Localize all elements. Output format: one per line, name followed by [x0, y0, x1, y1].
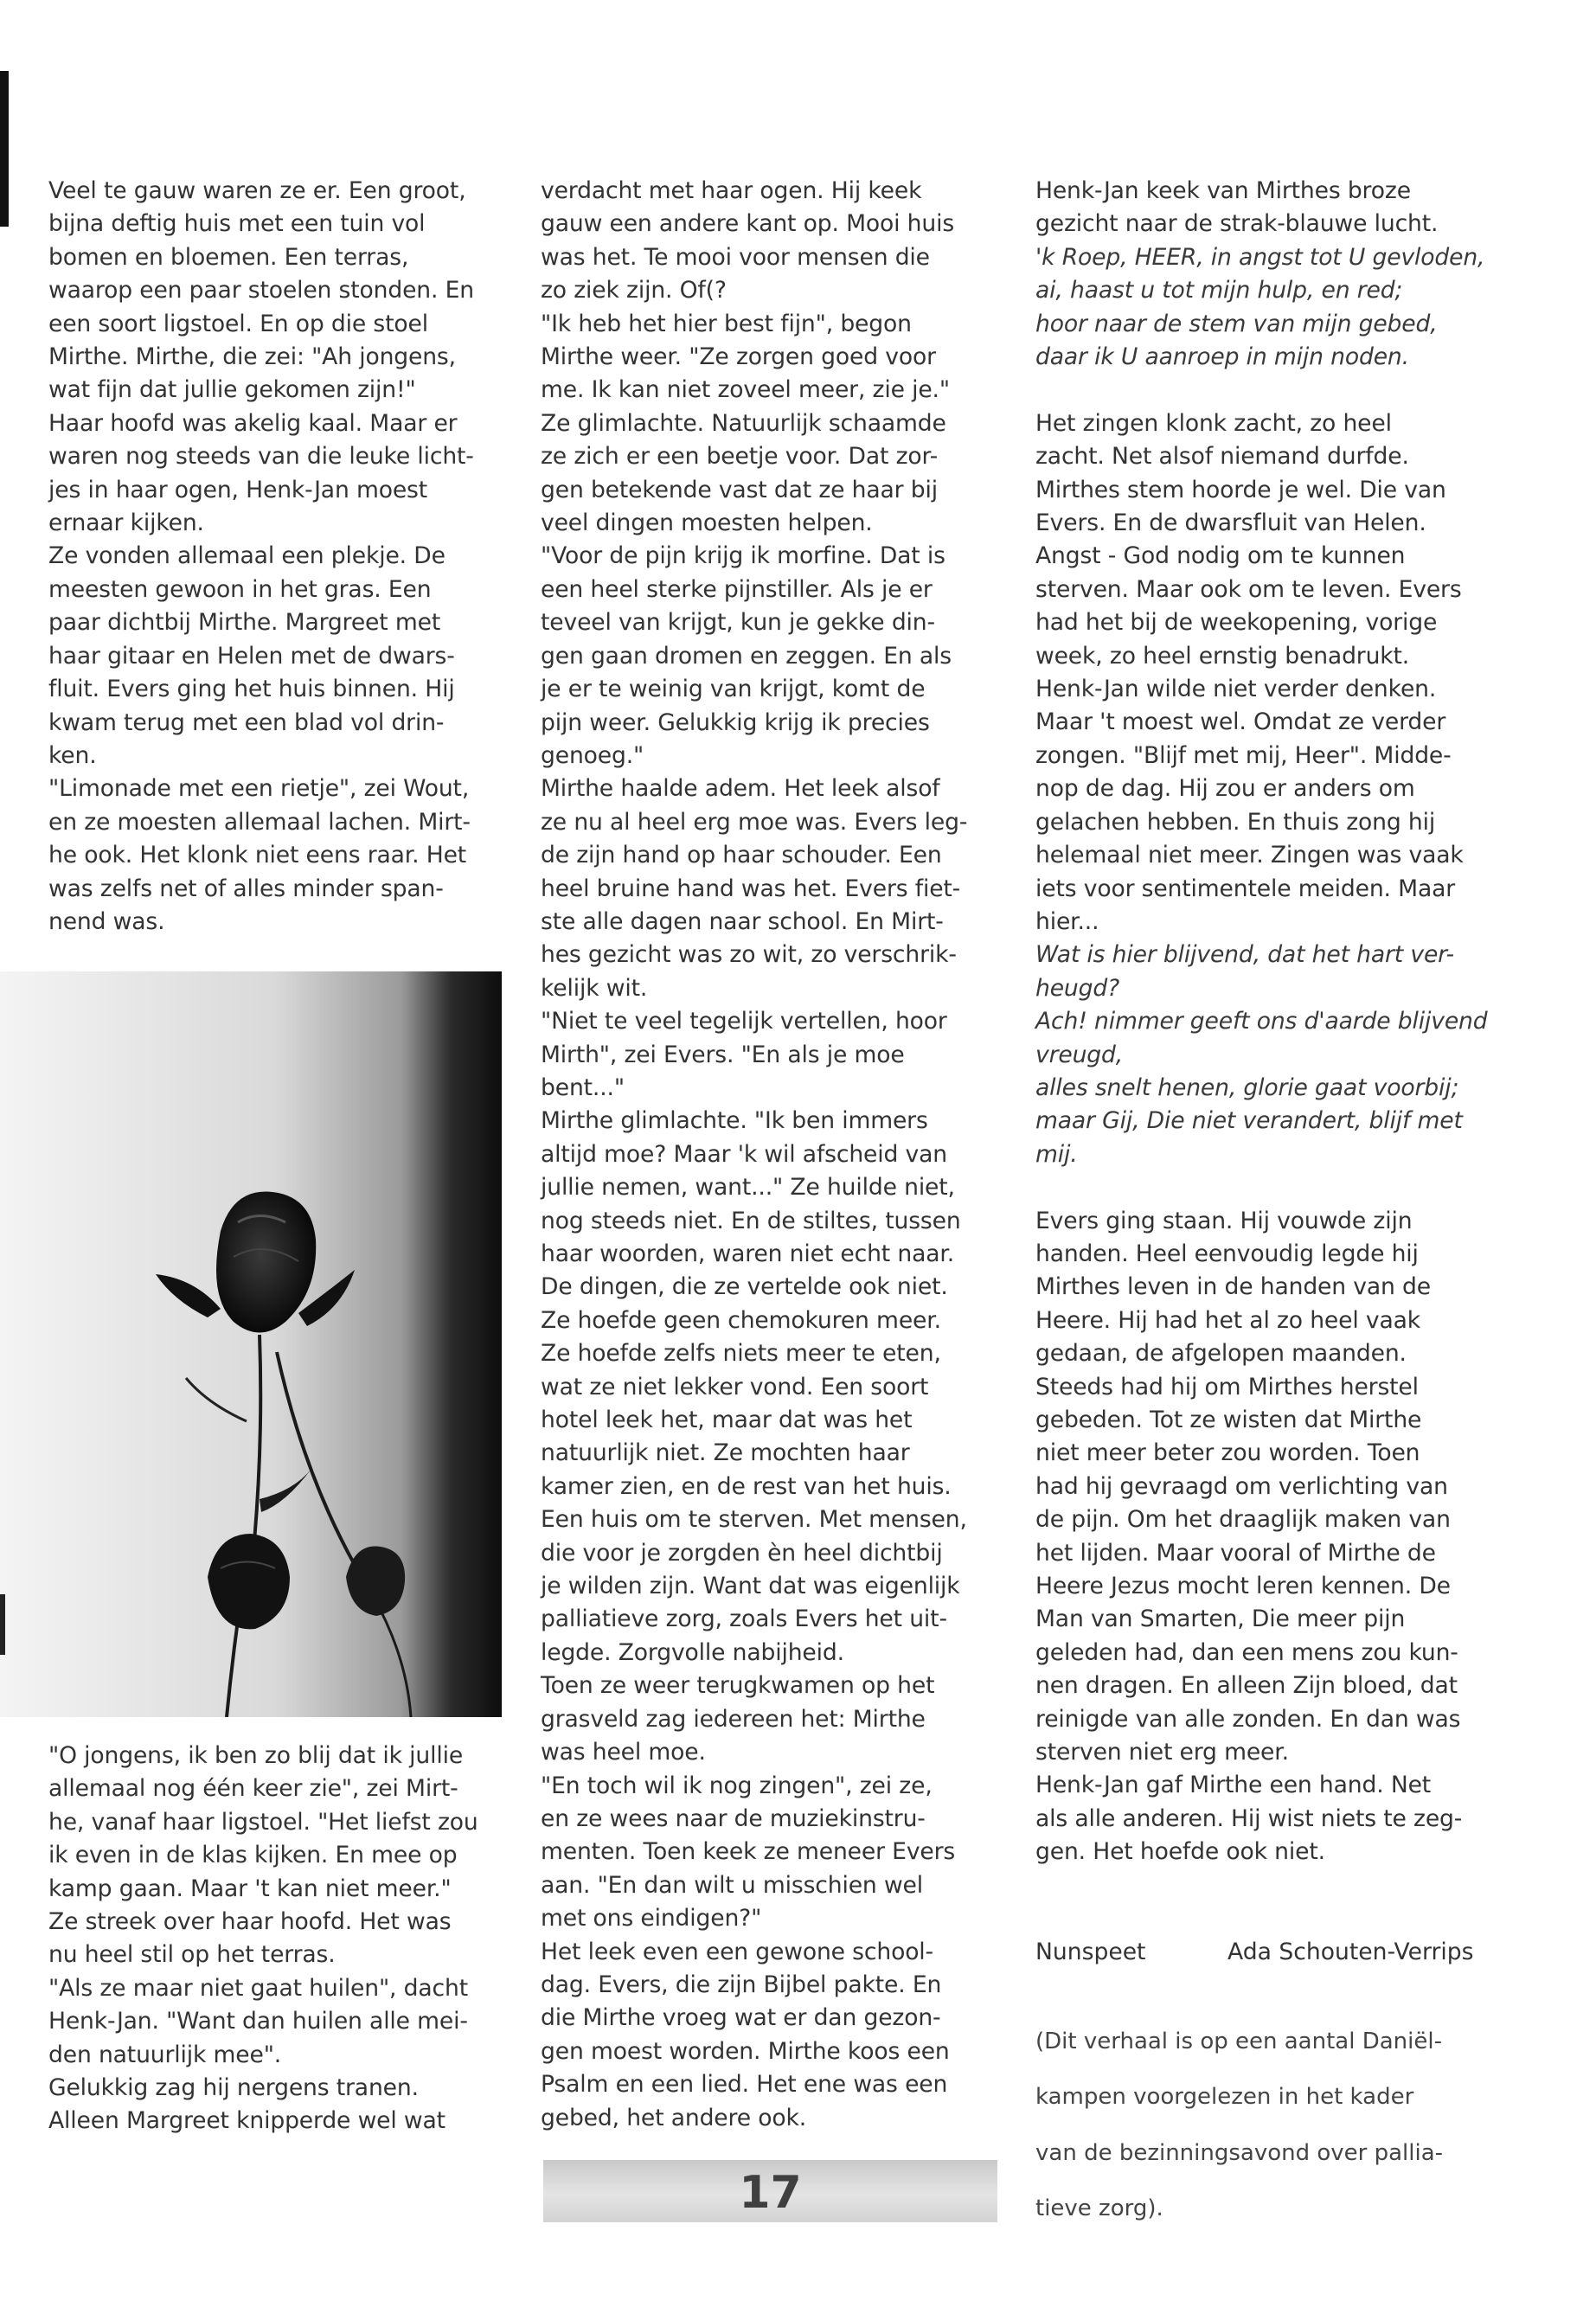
- text-line: die voor je zorgden èn heel dichtbij: [541, 1539, 943, 1567]
- text-line: Ze streek over haar hoofd. Het was: [48, 1908, 452, 1936]
- text-line: bomen en bloemen. Een terras,: [48, 243, 409, 271]
- text-line: nop de dag. Hij zou er anders om: [1035, 775, 1415, 803]
- text-line: week, zo heel ernstig benadrukt.: [1035, 642, 1410, 670]
- text-line: Wat is hier blijvend, dat het hart ver-: [1035, 941, 1454, 969]
- text-line: ste alle dagen naar school. En Mirt-: [541, 907, 944, 935]
- text-line: waren nog steeds van die leuke licht-: [48, 443, 474, 471]
- text-line: "En toch wil ik nog zingen", zei ze,: [541, 1772, 933, 1799]
- roses-photo: [0, 971, 502, 1717]
- paragraph-henk-jan: [1035, 175, 1498, 241]
- text-line: Het leek even een gewone school-: [541, 1938, 933, 1965]
- text-line: tieve zorg).: [1035, 2195, 1163, 2222]
- text-line: legde. Zorgvolle nabijheid.: [541, 1638, 844, 1666]
- text-line: het lijden. Maar vooral of Mirthe de: [1035, 1539, 1436, 1567]
- psalm-verse: [1035, 241, 1498, 375]
- text-line: ik even in de klas kijken. En mee op: [48, 1842, 458, 1869]
- column-2-text: [541, 175, 995, 2135]
- text-line: Ach! nimmer geeft ons d'aarde blijvend: [1035, 1008, 1488, 1035]
- text-line: allemaal nog één keer zie", zei Mirt-: [48, 1775, 458, 1803]
- hymn-verse: [1035, 939, 1498, 1171]
- text-line: "Niet te veel tegelijk vertellen, hoor: [541, 1008, 947, 1035]
- text-line: hoor naar de stem van mijn gebed,: [1035, 310, 1438, 337]
- text-line: teveel van krijgt, kun je gekke din-: [541, 609, 935, 637]
- text-line: haar gitaar en Helen met de dwars-: [48, 642, 455, 670]
- text-line: (Dit verhaal is op een aantal Daniël-: [1035, 2029, 1442, 2054]
- text-line: bent...": [541, 1074, 625, 1101]
- text-line: jullie nemen, want..." Ze huilde niet,: [541, 1174, 955, 1202]
- text-line: Evers. En de dwarsfluit van Helen.: [1035, 510, 1426, 537]
- text-line: dag. Evers, die zijn Bijbel pakte. En: [541, 1971, 942, 1998]
- text-line: Psalm en een lied. Het ene was een: [541, 2071, 948, 2099]
- text-line: had het bij de weekopening, vorige: [1035, 609, 1438, 637]
- text-line: Heere Jezus mocht leren kennen. De: [1035, 1573, 1451, 1600]
- text-line: en ze wees naar de muziekinstru-: [541, 1804, 926, 1832]
- text-line: gedaan, de afgelopen maanden.: [1035, 1340, 1407, 1368]
- text-line: pijn weer. Gelukkig krijg ik precies: [541, 708, 930, 736]
- text-line: kelijk wit.: [541, 974, 648, 1002]
- text-line: je er te weinig van krijgt, komt de: [541, 676, 926, 703]
- text-line: gauw een andere kant op. Mooi huis: [541, 210, 955, 238]
- text-line: Mirthe glimlachte. "Ik ben immers: [541, 1107, 928, 1135]
- text-line: aan. "En dan wilt u misschien wel: [541, 1871, 923, 1899]
- text-line: Angst - God nodig om te kunnen: [1035, 542, 1406, 570]
- text-line: haar woorden, waren niet echt naar.: [541, 1240, 955, 1267]
- text-line: gelachen hebben. En thuis zong hij: [1035, 808, 1436, 836]
- text-line: hotel leek het, maar dat was het: [541, 1407, 913, 1434]
- text-line: wat fijn dat jullie gekomen zijn!": [48, 376, 416, 404]
- text-line: Henk-Jan gaf Mirthe een hand. Net: [1035, 1772, 1432, 1799]
- text-line: zo ziek zijn. Of(?: [541, 277, 727, 304]
- text-line: kampen voorgelezen in het kader: [1035, 2084, 1414, 2111]
- signature-author: Ada Schouten-Verrips: [1227, 1939, 1474, 1965]
- column-1-text: [48, 175, 507, 939]
- text-line: kamer zien, en de rest van het huis.: [541, 1472, 952, 1500]
- text-line: Ze hoefde zelfs niets meer te eten,: [541, 1340, 941, 1368]
- text-line: met ons eindigen?": [541, 1905, 762, 1932]
- text-line: he, vanaf haar ligstoel. "Het liefst zou: [48, 1808, 478, 1836]
- text-line: nu heel stil op het terras.: [48, 1941, 336, 1969]
- text-line: iets voor sentimentele meiden. Maar: [1035, 875, 1456, 902]
- text-line: "Als ze maar niet gaat huilen", dacht: [48, 1974, 468, 2002]
- text-line: "Limonade met een rietje", zei Wout,: [48, 775, 470, 803]
- text-line: heel bruine hand was het. Evers fiet-: [541, 875, 961, 902]
- text-line: De dingen, die ze vertelde ook niet.: [541, 1273, 948, 1301]
- signature-place: Nunspeet: [1035, 1939, 1146, 1965]
- text-line: helemaal niet meer. Zingen was vaak: [1035, 842, 1464, 869]
- text-line: maar Gij, Die niet verandert, blijf met: [1035, 1107, 1463, 1135]
- text-line: altijd moe? Maar 'k wil afscheid van: [541, 1140, 947, 1168]
- text-line: heugd?: [1035, 974, 1120, 1002]
- text-line: nog steeds niet. En de stiltes, tussen: [541, 1207, 961, 1234]
- text-line: paar dichtbij Mirthe. Margreet met: [48, 609, 441, 637]
- text-line: gebed, het andere ook.: [541, 2104, 807, 2131]
- text-line: was het. Te mooi voor mensen die: [541, 243, 930, 271]
- text-line: "Voor de pijn krijg ik morfine. Dat is: [541, 542, 945, 570]
- roses-illustration: [0, 971, 502, 1717]
- text-line: Maar 't moest wel. Omdat ze verder: [1035, 708, 1446, 736]
- text-line: he ook. Het klonk niet eens raar. Het: [48, 842, 467, 869]
- text-line: als alle anderen. Hij wist niets te zeg-: [1035, 1804, 1463, 1832]
- text-line: die Mirthe vroeg wat er dan gezon-: [541, 2004, 941, 2032]
- text-line: de pijn. Om het draaglijk maken van: [1035, 1506, 1451, 1534]
- text-line: was heel moe.: [541, 1739, 706, 1766]
- text-line: menten. Toen keek ze meneer Evers: [541, 1838, 956, 1866]
- text-line: Mirthe. Mirthe, die zei: "Ah jongens,: [48, 343, 456, 371]
- text-line: hier...: [1035, 907, 1099, 935]
- text-line: Mirth", zei Evers. "En als je moe: [541, 1041, 905, 1068]
- text-line: Man van Smarten, Die meer pijn: [1035, 1606, 1406, 1633]
- paragraph-singing: [1035, 407, 1498, 939]
- text-line: nen dragen. En alleen Zijn bloed, dat: [1035, 1672, 1458, 1700]
- text-line: Haar hoofd was akelig kaal. Maar er: [48, 409, 458, 437]
- text-line: en ze moesten allemaal lachen. Mirt-: [48, 808, 471, 836]
- text-line: Mirthe weer. "Ze zorgen goed voor: [541, 343, 936, 371]
- text-line: een soort ligstoel. En op die stoel: [48, 310, 428, 337]
- text-line: Toen ze weer terugkwamen op het: [541, 1672, 935, 1700]
- scan-edge-bar: [0, 71, 9, 227]
- text-line: meesten gewoon in het gras. Een: [48, 575, 432, 603]
- text-line: Ze vonden allemaal een plekje. De: [48, 542, 445, 570]
- text-line: een heel sterke pijnstiller. Als je er: [541, 575, 933, 603]
- column-3-text: [1035, 175, 1498, 1869]
- text-line: veel dingen moesten helpen.: [541, 510, 873, 537]
- text-line: gebeden. Tot ze wisten dat Mirthe: [1035, 1407, 1422, 1433]
- text-line: Veel te gauw waren ze er. Een groot,: [48, 177, 466, 204]
- paragraph-prayer: [1035, 1205, 1498, 1869]
- text-line: palliatieve zorg, zoals Evers het uit-: [541, 1606, 947, 1633]
- text-line: waarop een paar stoelen stonden. En: [48, 277, 474, 304]
- text-line: "Ik heb het hier best fijn", begon: [541, 310, 912, 337]
- text-line: ernaar kijken.: [48, 510, 204, 537]
- text-line: natuurlijk niet. Ze mochten haar: [541, 1439, 910, 1467]
- text-line: gen moest worden. Mirthe koos een: [541, 2037, 950, 2065]
- text-line: geleden had, dan een mens zou kun-: [1035, 1638, 1458, 1666]
- text-line: niet meer beter zou worden. Toen: [1035, 1439, 1420, 1467]
- text-line: grasveld zag iedereen het: Mirthe: [541, 1705, 926, 1733]
- text-line: ai, haast u tot mijn hulp, en red;: [1035, 277, 1403, 304]
- text-line: kwam terug met een blad vol drin-: [48, 708, 445, 736]
- text-line: Het zingen klonk zacht, zo heel: [1035, 409, 1392, 437]
- text-line: Henk-Jan keek van Mirthes broze: [1035, 177, 1411, 204]
- page-number-strip: [543, 2160, 997, 2222]
- text-line: sterven niet erg meer.: [1035, 1739, 1289, 1766]
- text-line: Ze glimlachte. Natuurlijk schaamde: [541, 409, 946, 437]
- text-line: ken.: [48, 741, 97, 769]
- text-line: Mirthes stem hoorde je wel. Die van: [1035, 476, 1446, 503]
- text-line: Mirthes leven in de handen van de: [1035, 1273, 1431, 1301]
- text-line: zacht. Net alsof niemand durfde.: [1035, 443, 1409, 471]
- text-line: 'k Roep, HEER, in angst tot U gevloden,: [1035, 243, 1485, 271]
- text-line: Henk-Jan wilde niet verder denken.: [1035, 676, 1437, 703]
- text-line: gen betekende vast dat ze haar bij: [541, 476, 938, 503]
- text-line: ze zich er een beetje voor. Dat zor-: [541, 443, 939, 471]
- text-line: had hij gevraagd om verlichting van: [1035, 1472, 1448, 1500]
- text-line: Ze hoefde geen chemokuren meer.: [541, 1306, 941, 1334]
- text-line: zongen. "Blijf met mij, Heer". Midde-: [1035, 741, 1452, 769]
- text-line: Mirthe haalde adem. Het leek alsof: [541, 775, 940, 803]
- text-line: gen. Het hoefde ook niet.: [1035, 1838, 1325, 1866]
- text-line: den natuurlijk mee".: [48, 2041, 282, 2068]
- text-line: Een huis om te sterven. Met mensen,: [541, 1506, 967, 1534]
- text-line: handen. Heel eenvoudig legde hij: [1035, 1240, 1419, 1267]
- text-line: me. Ik kan niet zoveel meer, zie je.": [541, 376, 950, 404]
- text-line: gen gaan dromen en zeggen. En als: [541, 642, 952, 670]
- text-line: mij.: [1035, 1140, 1078, 1168]
- text-line: hes gezicht was zo wit, zo verschrik-: [541, 941, 957, 969]
- footnote: [1035, 2003, 1485, 2248]
- text-line: genoeg.": [541, 741, 644, 769]
- column-1-continued-text: [48, 1740, 507, 2138]
- text-line: "O jongens, ik ben zo blij dat ik jullie: [48, 1742, 464, 1769]
- text-line: je wilden zijn. Want dat was eigenlijk: [541, 1573, 960, 1600]
- text-line: Heere. Hij had het al zo heel vaak: [1035, 1306, 1421, 1334]
- text-line: de zijn hand op haar schouder. Een: [541, 842, 942, 869]
- text-line: reinigde van alle zonden. En dan was: [1035, 1705, 1461, 1733]
- text-line: Evers ging staan. Hij vouwde zijn: [1035, 1207, 1413, 1234]
- text-line: bijna deftig huis met een tuin vol: [48, 210, 426, 238]
- text-line: ze nu al heel erg moe was. Evers leg-: [541, 808, 968, 836]
- text-line: vreugd,: [1035, 1041, 1124, 1068]
- text-line: Steeds had hij om Mirthes herstel: [1035, 1373, 1419, 1400]
- page-number: 17: [739, 2167, 802, 2219]
- text-line: van de bezinningsavond over pallia-: [1035, 2139, 1444, 2166]
- text-line: jes in haar ogen, Henk-Jan moest: [48, 476, 428, 503]
- text-line: Gelukkig zag hij nergens tranen.: [48, 2074, 419, 2102]
- text-line: Henk-Jan. "Want dan huilen alle mei-: [48, 2008, 468, 2035]
- text-line: kamp gaan. Maar 't kan niet meer.": [48, 1875, 452, 1902]
- text-line: alles snelt henen, glorie gaat voorbij;: [1035, 1074, 1459, 1101]
- text-line: verdacht met haar ogen. Hij keek: [541, 177, 922, 204]
- text-line: fluit. Evers ging het huis binnen. Hij: [48, 676, 455, 703]
- text-line: sterven. Maar ook om te leven. Evers: [1035, 575, 1462, 603]
- text-line: Alleen Margreet knipperde wel wat: [48, 2107, 445, 2135]
- text-line: wat ze niet lekker vond. Een soort: [541, 1373, 929, 1400]
- text-line: gezicht naar de strak-blauwe lucht.: [1035, 210, 1439, 238]
- text-line: was zelfs net of alles minder span-: [48, 875, 444, 902]
- text-line: nend was.: [48, 907, 165, 935]
- text-line: daar ik U aanroep in mijn noden.: [1035, 343, 1409, 371]
